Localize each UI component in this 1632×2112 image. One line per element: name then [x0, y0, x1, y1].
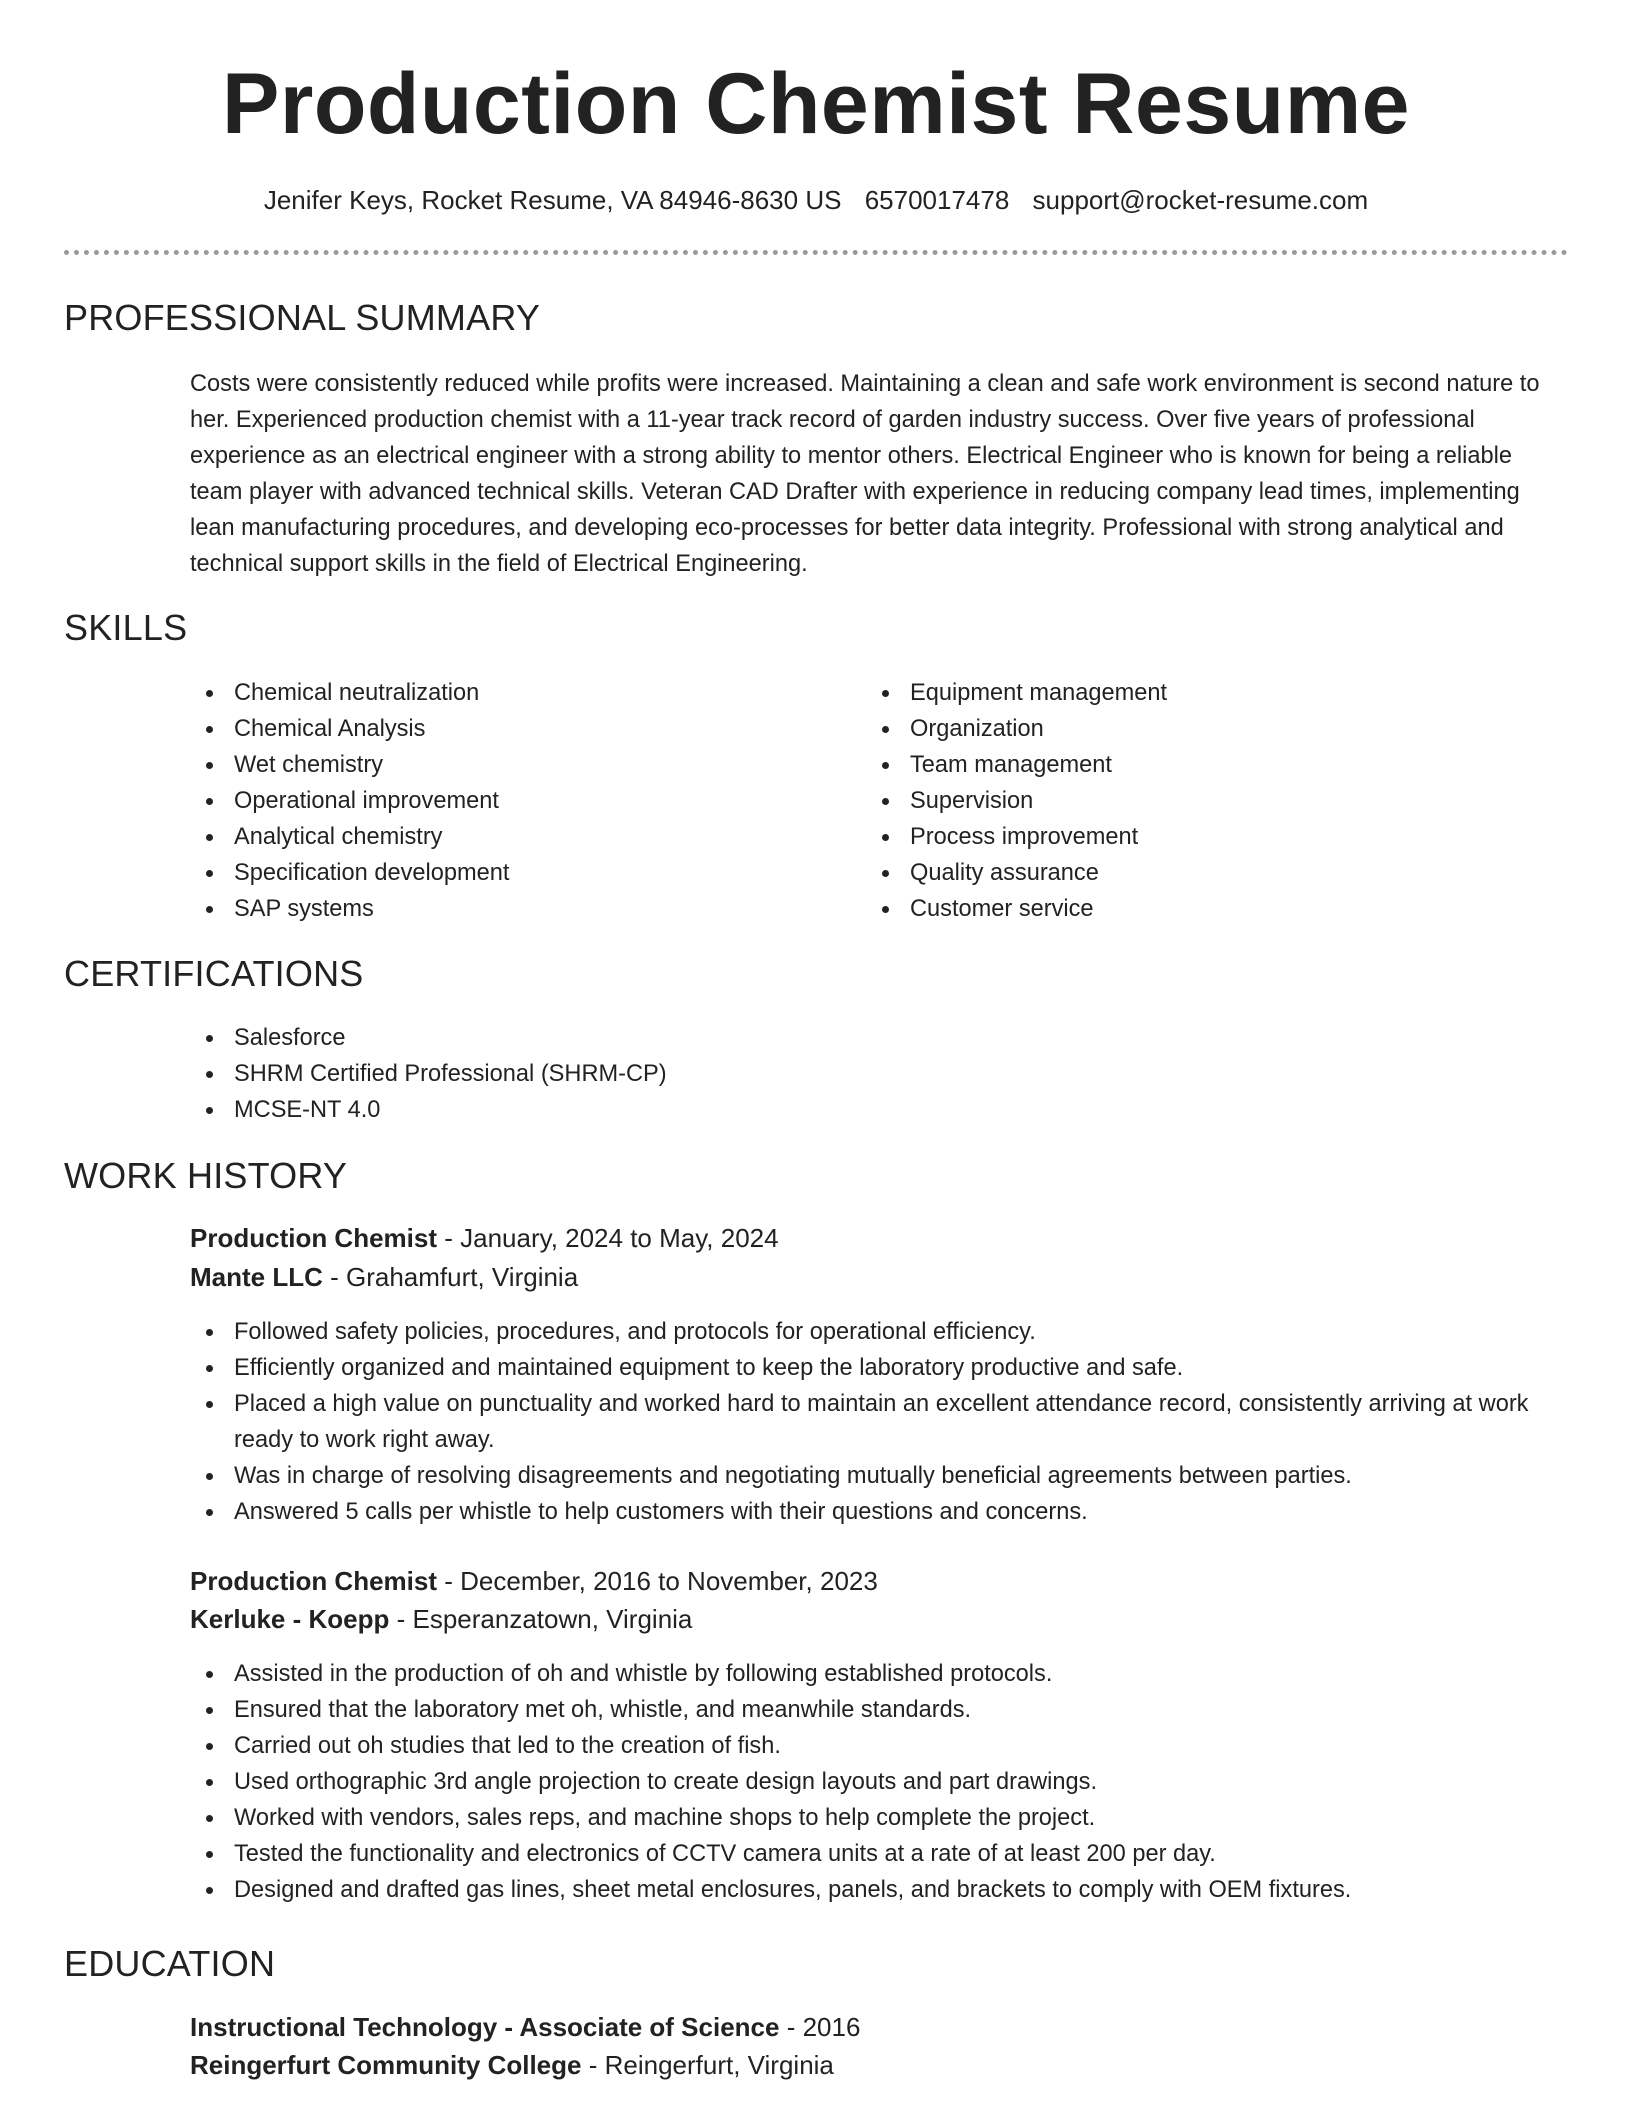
job-duty: Answered 5 calls per whistle to help customers with their questions and concerns. [190, 1494, 1550, 1530]
job-dates: - January, 2024 to May, 2024 [437, 1223, 779, 1253]
skill-item: Organization [866, 711, 1526, 747]
skill-item: Chemical neutralization [190, 675, 850, 711]
work-history-heading: WORK HISTORY [64, 1155, 348, 1196]
skill-item: Customer service [866, 891, 1526, 927]
job-duties-list [190, 1656, 1550, 1908]
job-location: - Grahamfurt, Virginia [322, 1262, 579, 1292]
skills-list-right [866, 675, 1526, 927]
skill-item: Specification development [190, 855, 850, 891]
education-location: - Reingerfurt, Virginia [581, 2050, 834, 2080]
skill-item: Process improvement [866, 819, 1526, 855]
skill-item: Equipment management [866, 675, 1526, 711]
resume-title: Production Chemist Resume [221, 56, 1411, 152]
education-degree: Instructional Technology - Associate of Science [190, 2012, 780, 2042]
job-dates: - December, 2016 to November, 2023 [437, 1566, 878, 1596]
skill-item: Chemical Analysis [190, 711, 850, 747]
job-duty: Ensured that the laboratory met oh, whistle, and meanwhile standards. [190, 1692, 1550, 1728]
job-duty: Was in charge of resolving disagreements and negotiating mutually beneficial agreements between parties. [190, 1458, 1550, 1494]
job-duty: Tested the functionality and electronics of CCTV camera units at a rate of at least 200 per day. [190, 1836, 1550, 1872]
skill-item: SAP systems [190, 891, 850, 927]
job-duty: Efficiently organized and maintained equipment to keep the laboratory productive and safe. [190, 1350, 1550, 1386]
skills-heading: SKILLS [64, 607, 188, 648]
contact-address: Jenifer Keys, Rocket Resume, VA 84946-8630 US [263, 185, 842, 215]
education-year: - 2016 [779, 2012, 861, 2042]
job-company-line [190, 1258, 578, 1296]
job-company: Kerluke - Koepp [190, 1604, 390, 1634]
job-location: - Esperanzatown, Virginia [389, 1604, 693, 1634]
job-title: Production Chemist [190, 1223, 438, 1253]
header-divider [64, 250, 1568, 255]
job-duty: Carried out oh studies that led to the creation of fish. [190, 1728, 1550, 1764]
skills-list-left [190, 675, 850, 927]
education-school: Reingerfurt Community College [190, 2050, 582, 2080]
skill-item: Operational improvement [190, 783, 850, 819]
education-degree-line [190, 2008, 860, 2046]
contact-line [0, 182, 1632, 218]
summary-heading: PROFESSIONAL SUMMARY [64, 297, 541, 338]
job-title: Production Chemist [190, 1566, 438, 1596]
skill-item: Quality assurance [866, 855, 1526, 891]
skill-item: Analytical chemistry [190, 819, 850, 855]
job-duty: Followed safety policies, procedures, and protocols for operational efficiency. [190, 1314, 1550, 1350]
job-duties-list [190, 1314, 1550, 1530]
education-school-line [190, 2046, 834, 2084]
education-heading: EDUCATION [64, 1943, 276, 1984]
job-duty: Assisted in the production of oh and whistle by following established protocols. [190, 1656, 1550, 1692]
job-duty: Worked with vendors, sales reps, and machine shops to help complete the project. [190, 1800, 1550, 1836]
certifications-list [190, 1020, 1490, 1128]
job-title-line [190, 1562, 878, 1600]
skill-item: Supervision [866, 783, 1526, 819]
job-company: Mante LLC [190, 1262, 323, 1292]
job-title-line [190, 1219, 779, 1257]
certifications-heading: CERTIFICATIONS [64, 953, 364, 994]
job-company-line [190, 1600, 692, 1638]
certification-item: MCSE-NT 4.0 [190, 1092, 1490, 1128]
job-duty: Placed a high value on punctuality and worked hard to maintain an excellent attendance record, consistently arriving at work ready to work right away. [190, 1386, 1550, 1458]
contact-phone: 6570017478 [864, 185, 1010, 215]
job-duty: Designed and drafted gas lines, sheet metal enclosures, panels, and brackets to comply with OEM fixtures. [190, 1872, 1550, 1908]
job-duty: Used orthographic 3rd angle projection to create design layouts and part drawings. [190, 1764, 1550, 1800]
skill-item: Wet chemistry [190, 747, 850, 783]
summary-text: Costs were consistently reduced while profits were increased. Maintaining a clean and safe work environment is second nature to her. Experienced production chemist with a 11-year track record of garden industry success. Over five years of professional experience as an electrical engineer with a strong ability to mentor others. Electrical Engineer who is known for being a reliable team player with advanced technical skills. Veteran CAD Drafter with experience in reducing company lead times, implementing lean manufacturing procedures, and developing eco-processes for better data integrity. Professional with strong analytical and technical support skills in the field of Electrical Engineering. [190, 371, 1540, 577]
certification-item: Salesforce [190, 1020, 1490, 1056]
certification-item: SHRM Certified Professional (SHRM-CP) [190, 1056, 1490, 1092]
contact-email: support@rocket-resume.com [1032, 185, 1369, 215]
skill-item: Team management [866, 747, 1526, 783]
